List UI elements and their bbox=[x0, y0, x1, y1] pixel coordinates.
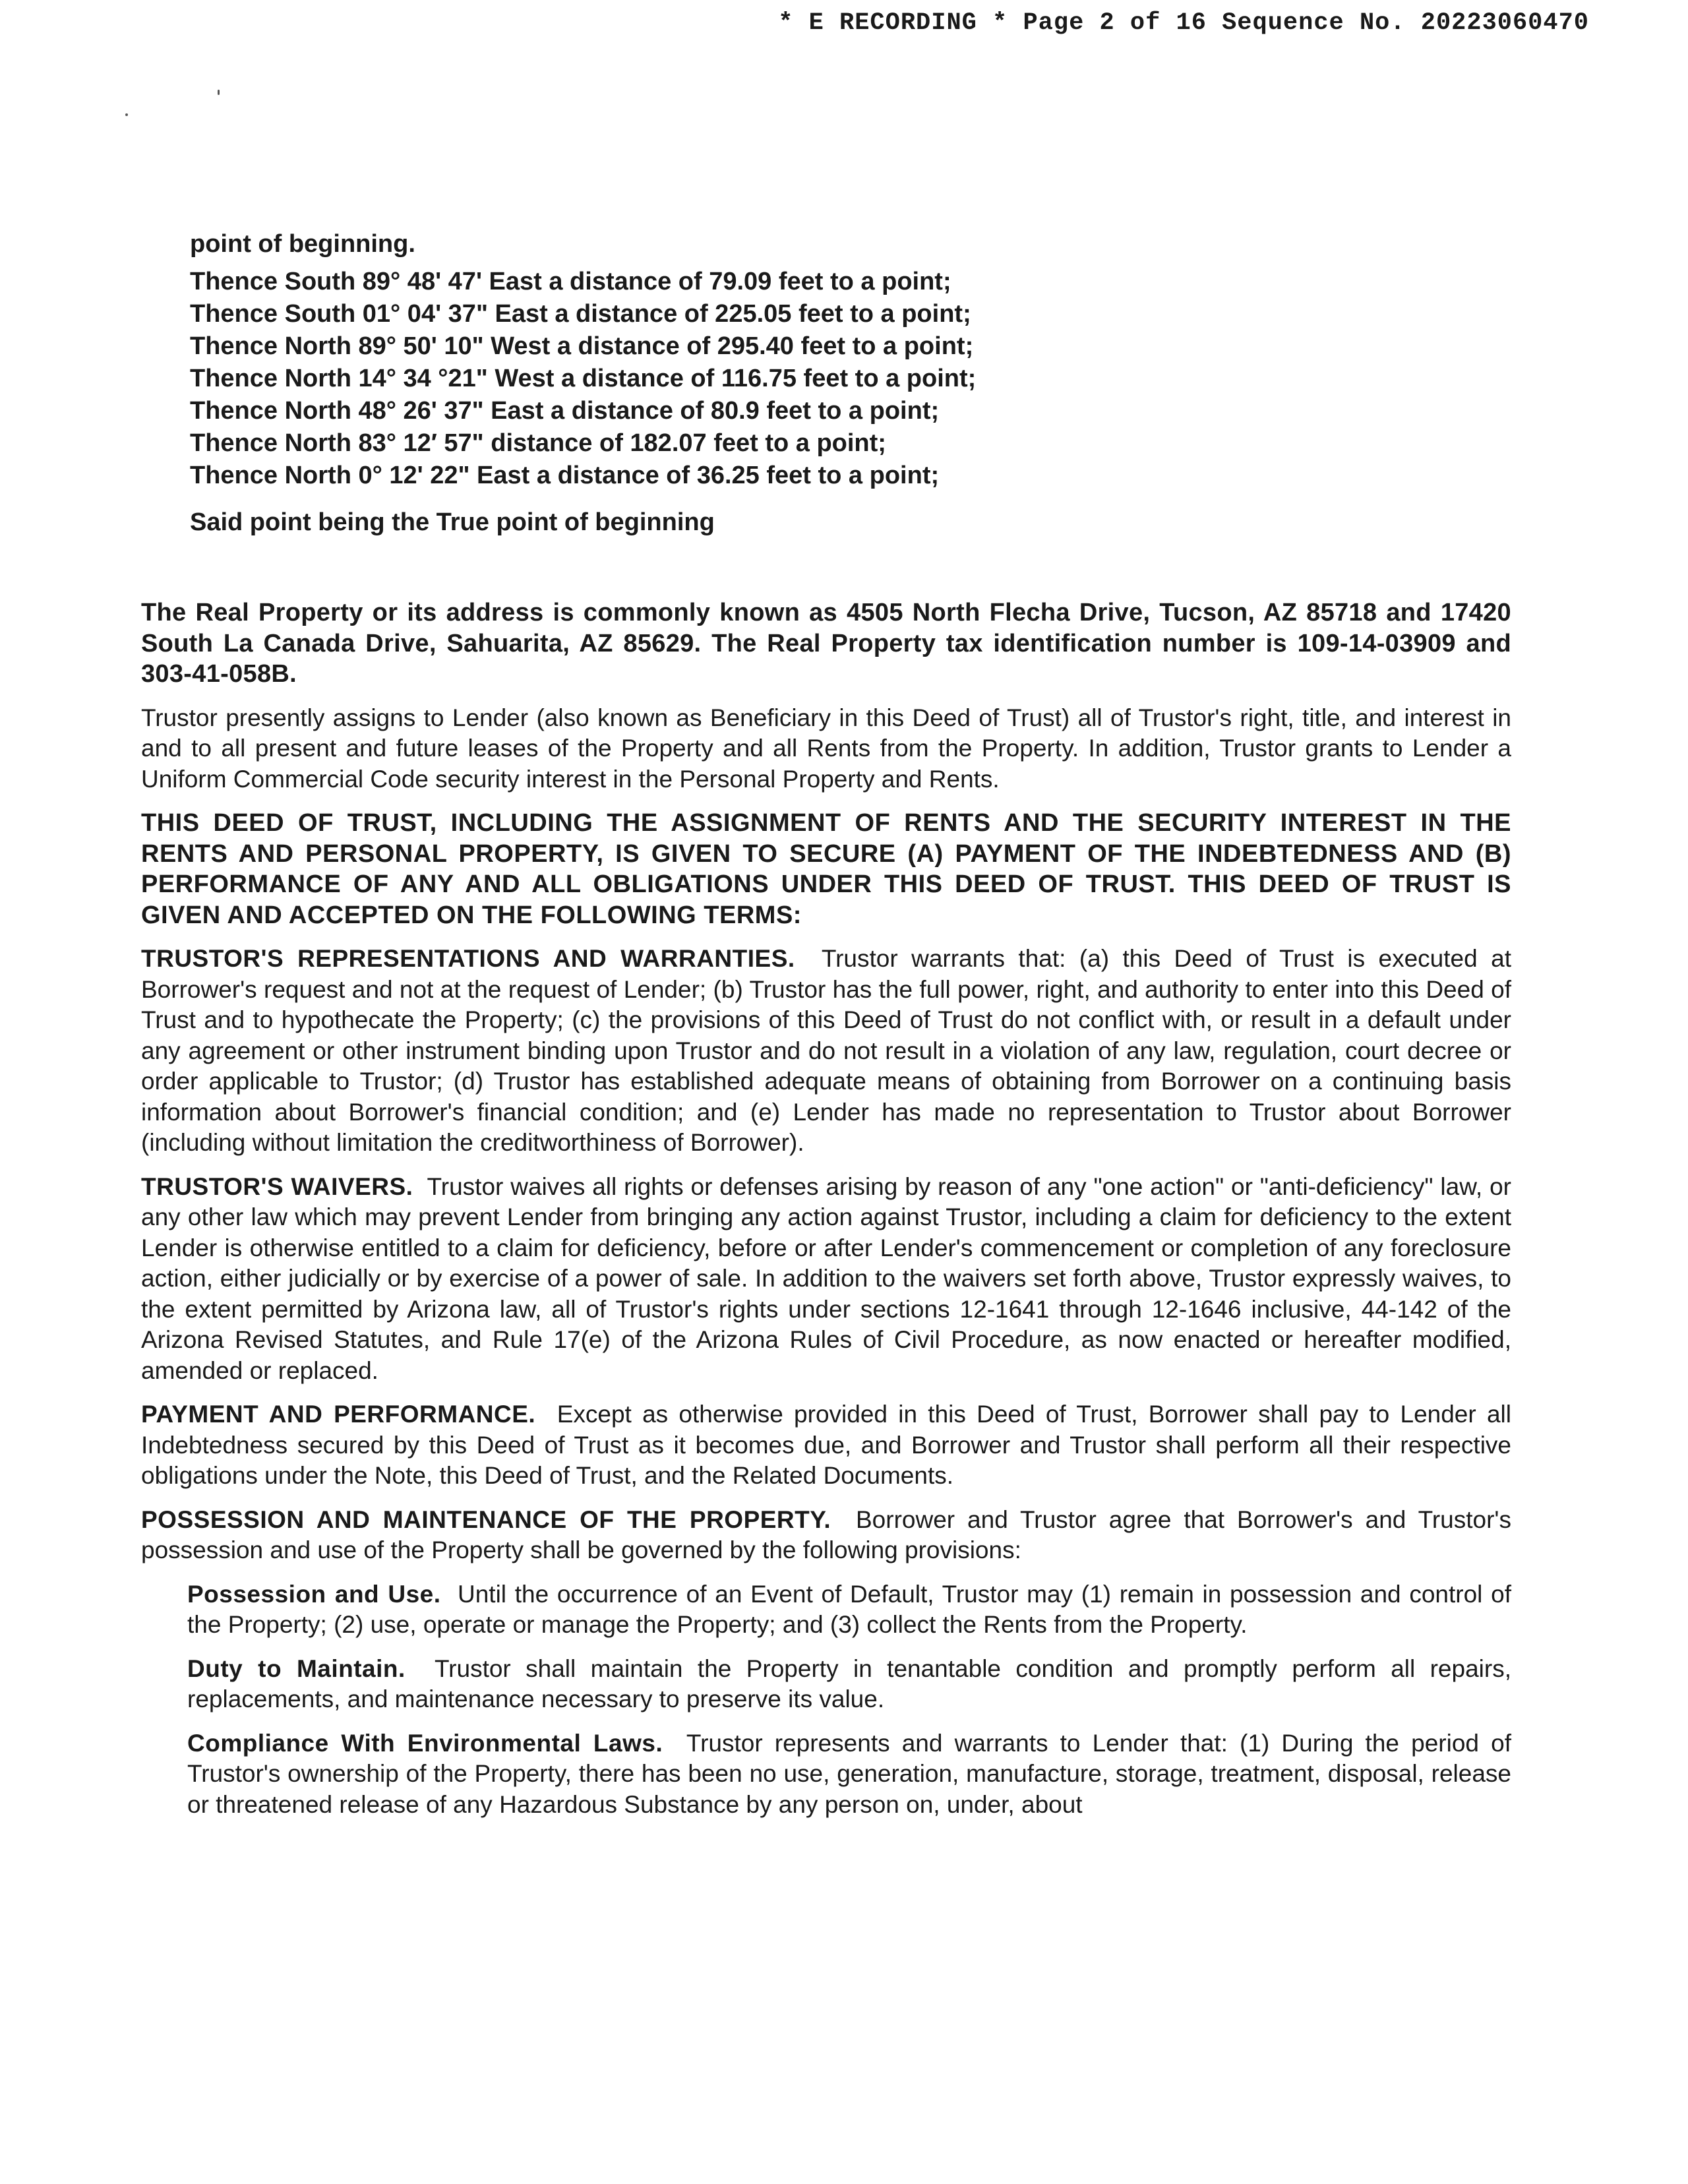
section-possession bbox=[141, 1505, 1511, 1566]
property-address: The Real Property or its address is commonly known as 4505 North Flecha Drive, Tucson, AZ 85718 and 17420 South La Canada Drive, Sahuarita, AZ 85629. The Real Property tax identification number is 109-14-03909 and 303-41-058B. bbox=[141, 599, 1511, 688]
section-warranties bbox=[141, 944, 1511, 1159]
metes-call: Thence North 83° 12′ 57" distance of 182.07 feet to a point; bbox=[190, 429, 886, 457]
assignment-paragraph: Trustor presently assigns to Lender (also known as Beneficiary in this Deed of Trust) all of Trustor's right, title, and interest in and to all present and future leases of the Property and all Rents from the Property. In addition, Trustor grants to Lender a Uniform Commercial Code security interest in the Personal Property and Rents. bbox=[141, 704, 1511, 793]
metes-call: Thence North 0° 12' 22" East a distance of 36.25 feet to a point; bbox=[190, 462, 940, 489]
section-text: Trustor waives all rights or defenses arising by reason of any "one action" or "anti-deficiency" law, or any other law which may prevent Lender from bringing any action against Trustor, including a claim for deficiency to the extent Lender is otherwise entitled to a claim for deficiency, before or after Lender's commencement or completion of any foreclosure action, either judicially or by exercise of a power of sale. In addition to the waivers set forth above, Trustor expressly waives, to the extent permitted by Arizona law, all of Trustor's rights under sections 12-1641 through 12-1646 inclusive, 44-142 of the Arizona Revised Statutes, and Rule 17(e) of the Arizona Rules of Civil Procedure, as now enacted or hereafter modified, amended or replaced. bbox=[141, 1172, 1511, 1384]
metes-call: Thence South 89° 48' 47' East a distance of 79.09 feet to a point; bbox=[190, 268, 951, 295]
legal-closing: Said point being the True point of beginning bbox=[190, 508, 715, 536]
subsection-environmental bbox=[187, 1728, 1511, 1821]
scan-speck bbox=[218, 90, 220, 95]
subsection-text: Trustor shall maintain the Property in tenantable condition and promptly perform all repairs, replacements, and maintenance necessary to preserve its value. bbox=[187, 1654, 1511, 1713]
document-body bbox=[141, 597, 1511, 1833]
subsection-heading: Possession and Use. bbox=[187, 1580, 441, 1608]
section-heading: TRUSTOR'S WAIVERS. bbox=[141, 1172, 413, 1200]
metes-call: Thence North 48° 26' 37" East a distance of 80.9 feet to a point; bbox=[190, 397, 940, 425]
section-text: Except as otherwise provided in this Deed of Trust, Borrower shall pay to Lender all Indebtedness secured by this Deed of Trust as it becomes due, and Borrower and Trustor shall perform all their respective obligations under the Note, this Deed of Trust, and the Related Documents. bbox=[141, 1401, 1511, 1489]
section-heading: POSSESSION AND MAINTENANCE OF THE PROPERTY. bbox=[141, 1505, 831, 1533]
deed-statement: THIS DEED OF TRUST, INCLUDING THE ASSIGNMENT OF RENTS AND THE SECURITY INTEREST IN THE RENTS AND PERSONAL PROPERTY, IS GIVEN TO SECURE (A) PAYMENT OF THE INDEBTEDNESS AND (B) PERFORMANCE OF ANY AND ALL OBLIGATIONS UNDER THIS DEED OF TRUST. THIS DEED OF TRUST IS GIVEN AND ACCEPTED ON THE FOLLOWING TERMS: bbox=[141, 809, 1511, 929]
scan-speck bbox=[125, 113, 128, 116]
subsection-heading: Compliance With Environmental Laws. bbox=[187, 1729, 663, 1757]
recording-header: * E RECORDING * Page 2 of 16 Sequence No. 20223060470 bbox=[778, 9, 1589, 37]
section-text: Trustor warrants that: (a) this Deed of Trust is executed at Borrower's request and not at the request of Lender; (b) Trustor has the full power, right, and authority to enter into this Deed of Trust and to hypothecate the Property; (c) the provisions of this Deed of Trust do not conflict with, or result in a default under any agreement or other instrument binding upon Trustor and do not result in a violation of any law, regulation, court decree or order applicable to Trustor; (d) Trustor has established adequate means of obtaining from Borrower on a continuing basis information about Borrower's financial condition; and (e) Lender has made no representation to Trustor about Borrower (including without limitation the creditworthiness of Borrower). bbox=[141, 945, 1511, 1156]
legal-description bbox=[190, 228, 1113, 539]
section-heading: TRUSTOR'S REPRESENTATIONS AND WARRANTIES. bbox=[141, 945, 795, 972]
subsection-text: Trustor represents and warrants to Lender that: (1) During the period of Trustor's ownership of the Property, there has been no use, generation, manufacture, storage, treatment, disposal, release or threatened release of any Hazardous Substance by any person on, under, about bbox=[187, 1729, 1511, 1818]
subsection-possession-use bbox=[187, 1579, 1511, 1641]
section-waivers bbox=[141, 1172, 1511, 1387]
metes-call: Thence North 14° 34 °21" West a distance of 116.75 feet to a point; bbox=[190, 365, 977, 392]
legal-intro: point of beginning. bbox=[190, 230, 415, 258]
section-payment bbox=[141, 1399, 1511, 1492]
subsection-duty-maintain bbox=[187, 1654, 1511, 1715]
subsection-text: Until the occurrence of an Event of Default, Trustor may (1) remain in possession and control of the Property; (2) use, operate or manage the Property; and (3) collect the Rents from the Property. bbox=[187, 1580, 1511, 1638]
section-heading: PAYMENT AND PERFORMANCE. bbox=[141, 1401, 536, 1428]
section-text: Borrower and Trustor agree that Borrower's and Trustor's possession and use of the Property shall be governed by the following provisions: bbox=[141, 1505, 1511, 1563]
metes-call: Thence South 01° 04' 37" East a distance of 225.05 feet to a point; bbox=[190, 300, 971, 328]
metes-call: Thence North 89° 50' 10" West a distance of 295.40 feet to a point; bbox=[190, 332, 974, 360]
subsection-heading: Duty to Maintain. bbox=[187, 1654, 406, 1682]
